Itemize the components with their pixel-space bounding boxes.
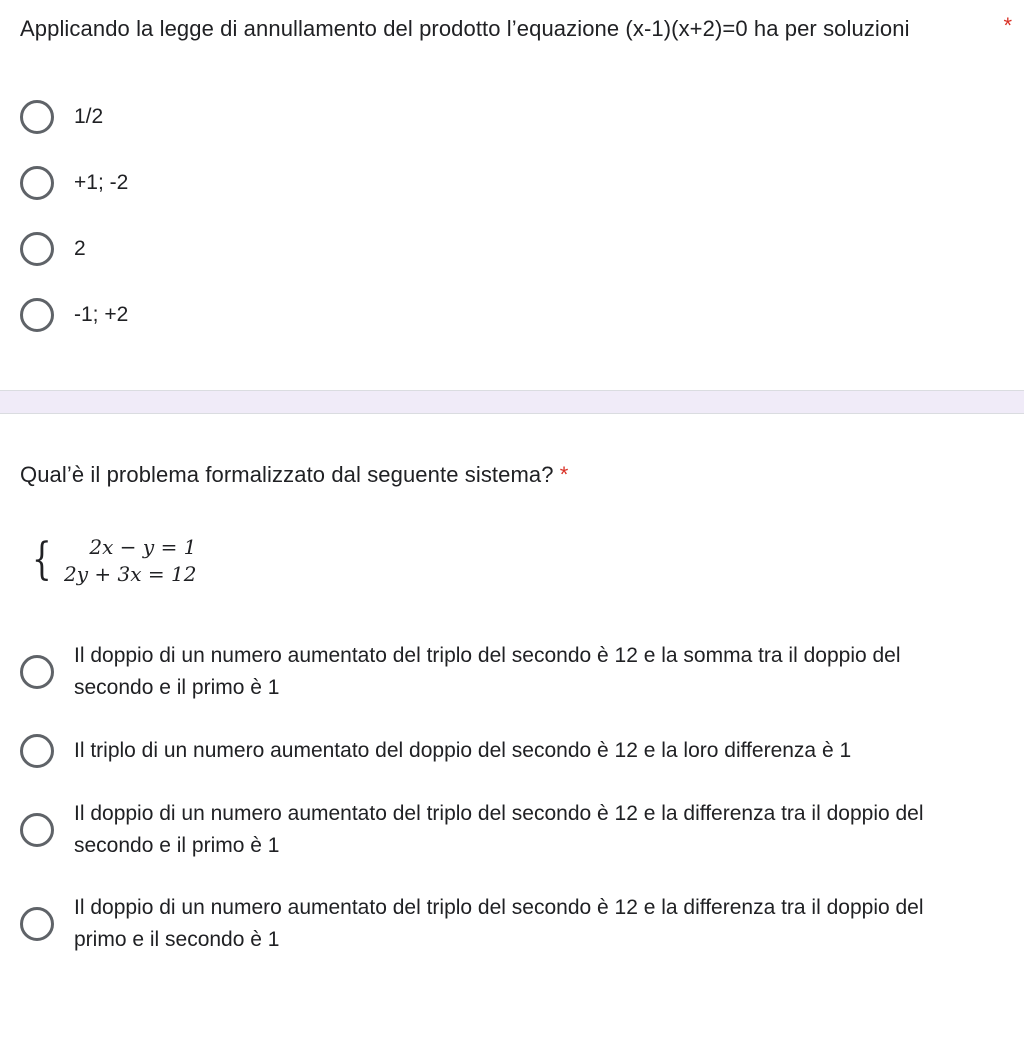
question-1-option-4[interactable] bbox=[20, 282, 1004, 348]
equation-line-1: 2x − y = 1 bbox=[83, 535, 197, 559]
question-2-option-1[interactable] bbox=[20, 640, 1004, 704]
option-label: +1; -2 bbox=[74, 171, 129, 194]
question-2-title-row bbox=[20, 458, 1004, 492]
question-2-title: Qual’è il problema formalizzato dal seguente sistema? bbox=[20, 462, 554, 487]
question-1 bbox=[0, 0, 1024, 348]
question-1-option-3[interactable] bbox=[20, 216, 1004, 282]
equation-system bbox=[32, 534, 1004, 588]
option-label: -1; +2 bbox=[74, 303, 129, 326]
option-label: 1/2 bbox=[74, 105, 104, 128]
question-2-required-mark: * bbox=[559, 462, 569, 487]
radio-button[interactable] bbox=[20, 655, 54, 689]
option-label: Il triplo di un numero aumentato del doppio del secondo è 12 e la loro differenza è 1 bbox=[74, 739, 852, 762]
option-label: Il doppio di un numero aumentato del triplo del secondo è 12 e la differenza tra il doppio del secondo e il primo è 1 bbox=[74, 802, 924, 857]
option-label: Il doppio di un numero aumentato del triplo del secondo è 12 e la differenza tra il doppio del primo e il secondo è 1 bbox=[74, 896, 924, 951]
radio-button[interactable] bbox=[20, 734, 54, 768]
section-divider bbox=[0, 390, 1024, 414]
question-2-options bbox=[20, 640, 1004, 956]
question-2-option-2[interactable] bbox=[20, 734, 1004, 768]
question-2 bbox=[0, 414, 1024, 956]
radio-button[interactable] bbox=[20, 232, 54, 266]
radio-button[interactable] bbox=[20, 813, 54, 847]
option-label: Il doppio di un numero aumentato del triplo del secondo è 12 e la somma tra il doppio del secondo e il primo è 1 bbox=[74, 644, 901, 699]
question-1-required-mark: * bbox=[1003, 13, 1012, 38]
equation-lines bbox=[64, 534, 196, 588]
option-label: 2 bbox=[74, 237, 86, 260]
radio-button[interactable] bbox=[20, 298, 54, 332]
question-2-option-3[interactable] bbox=[20, 798, 1004, 862]
question-1-option-1[interactable] bbox=[20, 84, 1004, 150]
question-1-option-2[interactable] bbox=[20, 150, 1004, 216]
question-1-options bbox=[20, 84, 1004, 348]
equation-line-2: 2y + 3x = 12 bbox=[64, 562, 197, 586]
system-brace: { bbox=[32, 534, 52, 585]
radio-button[interactable] bbox=[20, 907, 54, 941]
question-1-title: Applicando la legge di annullamento del prodotto l’equazione (x-1)(x+2)=0 ha per soluzioni bbox=[20, 16, 910, 41]
question-2-option-4[interactable] bbox=[20, 892, 1004, 956]
radio-button[interactable] bbox=[20, 100, 54, 134]
radio-button[interactable] bbox=[20, 166, 54, 200]
